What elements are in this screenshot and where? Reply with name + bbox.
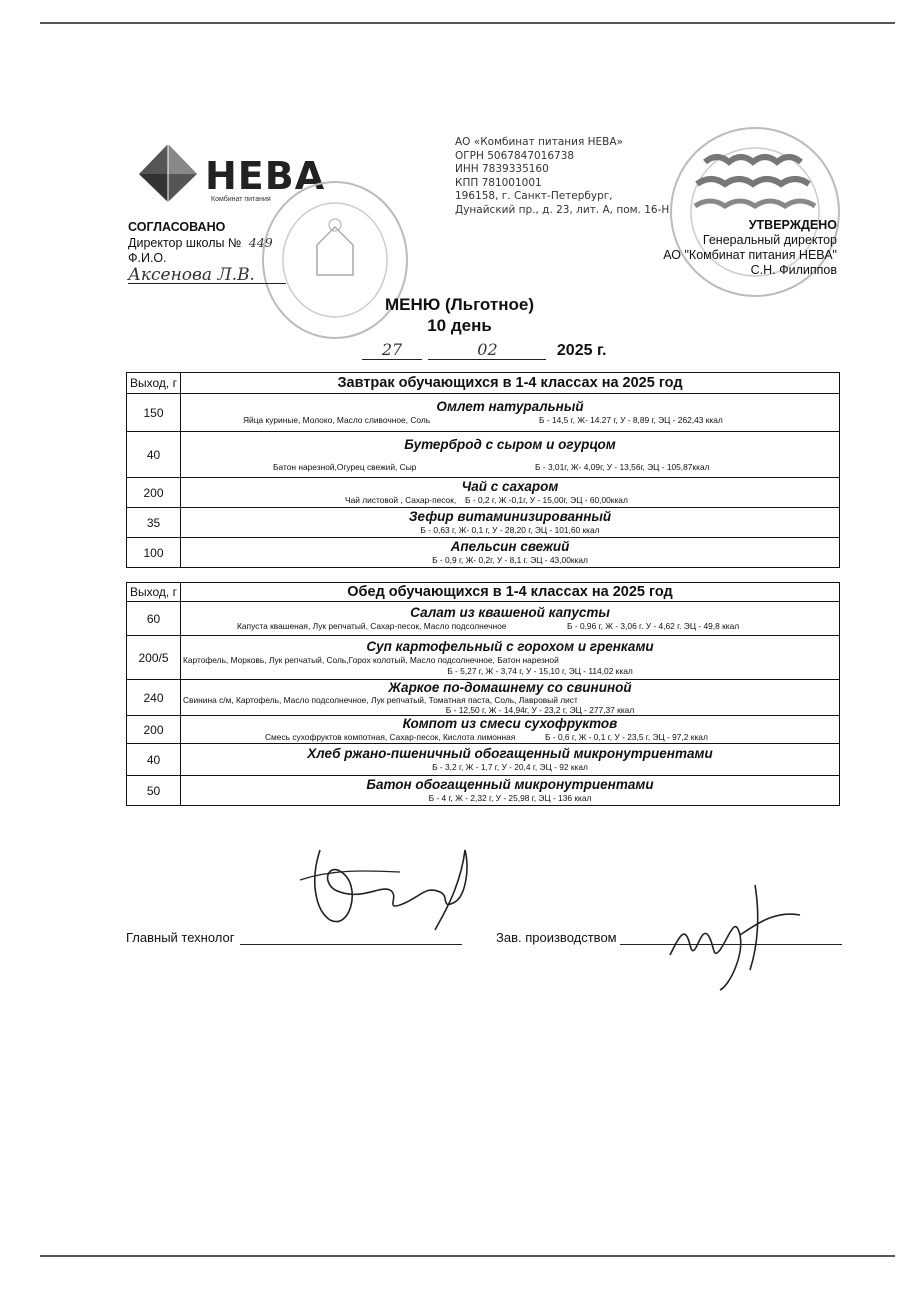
dish-nutrition: Б - 0,96 г, Ж - 3,06 г. У - 4,62 г. ЭЦ - 49,8 ккал: [567, 621, 740, 631]
date-year: 2025 г.: [556, 342, 607, 359]
company-line: КПП 781001001: [455, 176, 542, 189]
dish-detail: [181, 462, 839, 473]
table-row: [127, 636, 840, 680]
agreed-fio-label: Ф.И.О.: [128, 251, 167, 265]
dish-nutrition: Б - 14,5 г, Ж- 14.27 г, У - 8,89 г, ЭЦ - 262,43 ккал: [539, 415, 723, 425]
agreed-title: СОГЛАСОВАНО: [128, 220, 226, 234]
table-row: [127, 538, 840, 568]
dish-ingredients: Батон нарезной,Огурец свежий, Сыр: [273, 461, 417, 472]
dish-output: 40: [127, 432, 181, 478]
scan-top-edge: [40, 22, 895, 24]
production-sign-row: [496, 928, 842, 945]
dish-output: 35: [127, 508, 181, 538]
company-line: 196158, г. Санкт-Петербург,: [455, 190, 613, 202]
dish-name: Бутерброд с сыром и огурцом: [404, 436, 616, 452]
menu-date: [362, 340, 606, 360]
lunch-table: [126, 582, 840, 806]
agreed-director-label: Директор школы №: [128, 236, 242, 250]
dish-detail: [181, 621, 839, 632]
dish-name: Апельсин свежий: [450, 539, 570, 554]
dish-ingredients: Яйца куриные, Молоко, Масло сливочное, Соль: [243, 415, 431, 425]
company-requisites: [455, 136, 669, 217]
approved-block: [663, 218, 837, 278]
dish-detail: [181, 705, 839, 715]
production-label: Зав. производством: [496, 930, 617, 945]
dish-output: 150: [127, 394, 181, 432]
dish-name: Салат из квашеной капусты: [410, 605, 610, 620]
dish-nutrition: Б - 0,6 г, Ж - 0,1 г, У - 23,5 г, ЭЦ - 97,2 ккал: [545, 732, 708, 742]
logo-word: НЕВА: [205, 154, 326, 198]
dish-name: Жаркое по-домашнему со свининой: [388, 680, 632, 695]
dish-detail: [181, 696, 839, 705]
scan-bottom-edge: [40, 1255, 895, 1257]
dish-detail: [181, 415, 839, 426]
dish-nutrition: Б - 3,01г, Ж- 4,09г, У - 13,56г, ЭЦ - 105,87ккал: [535, 461, 710, 472]
approved-company: АО "Комбинат питания НЕВА": [663, 248, 837, 262]
table-row: [127, 478, 840, 508]
agreed-signature: Аксенова Л.В.: [128, 268, 286, 284]
dish-ingredients: Чай листовой , Сахар-песок,: [345, 495, 457, 505]
table-header-row: [127, 583, 840, 602]
dish-nutrition: Б - 4 г, Ж - 2,32 г, У - 25,98 г, ЭЦ - 136 ккал: [428, 793, 592, 803]
output-col-header: Выход, г: [127, 583, 181, 602]
table-row: [127, 508, 840, 538]
technologist-label: Главный технолог: [126, 930, 235, 945]
company-line: ОГРН 5067847016738: [455, 149, 575, 162]
menu-title: МЕНЮ (Льготное): [385, 295, 534, 314]
dish-detail: [181, 555, 839, 566]
agreed-block: [128, 220, 286, 284]
table-row: [127, 394, 840, 432]
dish-detail: [181, 732, 839, 743]
table-row: [127, 432, 840, 478]
breakfast-title: Завтрак обучающихся в 1-4 классах на 2025 год: [181, 373, 840, 394]
production-sign-line: [620, 928, 842, 945]
dish-detail: [181, 793, 839, 804]
dish-name: Чай с сахаром: [461, 479, 559, 494]
dish-cell: [181, 636, 840, 680]
dish-detail: [181, 495, 839, 506]
dish-name: Батон обогащенный микронутриентами: [366, 777, 654, 792]
table-row: [127, 776, 840, 806]
dish-detail: [181, 525, 839, 536]
table-row: [127, 744, 840, 776]
dish-cell: [181, 394, 840, 432]
dish-detail: [181, 762, 839, 773]
table-header-row: [127, 373, 840, 394]
logo-diamond-icon: [135, 140, 201, 206]
dish-nutrition: Б - 3,2 г, Ж - 1,7 г, У - 20,4 г, ЭЦ - 92 ккал: [432, 762, 588, 772]
technologist-sign-row: [126, 928, 462, 945]
menu-day: 10 день: [427, 316, 492, 335]
technologist-signature: [290, 830, 490, 940]
dish-output: 200: [127, 478, 181, 508]
dish-output: 240: [127, 680, 181, 716]
dish-cell: [181, 744, 840, 776]
table-row: [127, 680, 840, 716]
dish-output: 50: [127, 776, 181, 806]
approved-name: С.Н. Филиппов: [750, 263, 837, 277]
approved-position: Генеральный директор: [702, 233, 837, 247]
date-day: 27: [362, 340, 422, 360]
dish-nutrition: Б - 0,63 г, Ж- 0,1 г, У - 28,20 г, ЭЦ - 101,60 ккал: [420, 525, 600, 535]
dish-cell: [181, 776, 840, 806]
dish-nutrition: Б - 5,27 г, Ж - 3,74 г, У - 15,10 г, ЭЦ - 114,02 ккал: [447, 665, 633, 676]
dish-name: Зефир витаминизированный: [408, 509, 612, 524]
company-line: Дунайский пр., д. 23, лит. А, пом. 16-Н: [455, 203, 670, 216]
logo-subtitle: Комбинат питания: [211, 196, 271, 203]
dish-cell: [181, 602, 840, 636]
table-row: [127, 602, 840, 636]
school-number: 449: [248, 235, 273, 250]
dish-nutrition: Б - 0,9 г, Ж- 0,2г, У - 8,1 г. ЭЦ - 43,00ккал: [432, 555, 588, 565]
date-month: 02: [428, 340, 546, 360]
dish-name: Омлет натуральный: [436, 399, 584, 414]
approved-title: УТВЕРЖДЕНО: [748, 218, 837, 232]
dish-nutrition: Б - 0,2 г, Ж -0,1г, У - 15,00г, ЭЦ - 60,00ккал: [465, 495, 628, 505]
dish-name: Компот из смеси сухофруктов: [402, 716, 618, 731]
company-line: ИНН 7839335160: [455, 163, 549, 175]
technologist-sign-line: [240, 928, 462, 945]
dish-output: 200: [127, 716, 181, 744]
dish-name: Хлеб ржано-пшеничный обогащенный микронутриентами: [307, 746, 713, 761]
dish-nutrition: Б - 12,50 г, Ж - 14,94г, У - 23,2 г, ЭЦ - 277,37 ккал: [445, 705, 635, 715]
output-col-header: Выход, г: [127, 373, 181, 394]
menu-title-block: [0, 294, 919, 336]
dish-output: 200/5: [127, 636, 181, 680]
dish-cell: [181, 538, 840, 568]
company-line: АО «Комбинат питания НЕВА»: [455, 136, 623, 148]
dish-output: 100: [127, 538, 181, 568]
dish-detail: [181, 666, 839, 677]
table-row: [127, 716, 840, 744]
dish-output: 60: [127, 602, 181, 636]
dish-ingredients: Капуста квашеная, Лук репчатый, Сахар-песок, Масло подсолнечное: [237, 621, 507, 631]
dish-cell: [181, 432, 840, 478]
dish-ingredients: Свинина с/м, Картофель, Масло подсолнечное, Лук репчатый, Томатная паста, Соль, Лавровый лист: [183, 696, 578, 705]
dish-name: Суп картофельный с горохом и гренками: [366, 638, 654, 654]
dish-cell: [181, 508, 840, 538]
agreed-director-line: [128, 235, 286, 251]
dish-ingredients: Смесь сухофруктов компотная, Сахар-песок, Кислота лимонная: [265, 732, 516, 742]
dish-cell: [181, 478, 840, 508]
dish-output: 40: [127, 744, 181, 776]
lunch-title: Обед обучающихся в 1-4 классах на 2025 год: [181, 583, 840, 602]
dish-ingredients: Картофель, Морковь, Лук репчатый, Соль,Горох колотый, Масло подсолнечное, Батон нарезной: [183, 654, 559, 665]
dish-detail: [181, 655, 839, 666]
breakfast-table: [126, 372, 840, 568]
dish-cell: [181, 716, 840, 744]
dish-cell: [181, 680, 840, 716]
